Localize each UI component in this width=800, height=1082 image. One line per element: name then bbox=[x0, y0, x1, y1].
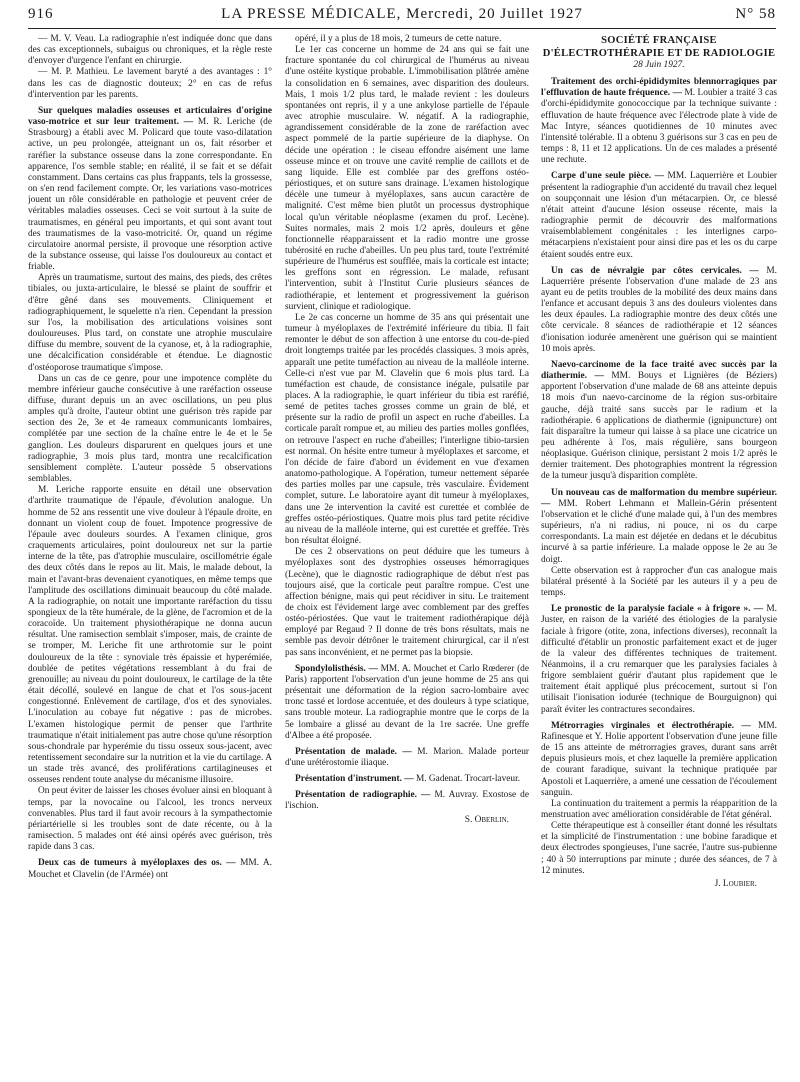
header-rule bbox=[28, 28, 776, 29]
article-title: Un nouveau cas de malformation du membre supérieur. — bbox=[541, 487, 777, 509]
article-title: Le pronostic de la paralysie faciale « à frigore ». — bbox=[551, 604, 767, 615]
article-title: Spondylolisthésis. — bbox=[295, 663, 381, 674]
signature: J. Loubier. bbox=[714, 878, 757, 889]
paragraph: Après un traumatisme, surtout des mains, des pieds, des crêtes tibiales, ou juxta-articulaire, le blessé se plaint de souffrir et d'être gêné dans ses mouvements. Cliniquement et radiographiquement, le squelette n'a rien. Cependant la pression sur l'os, la mobilisation des articulations voisines sont douloureuses. Plus tard, on constate une atrophie musculaire diffuse du membre, souvent de la cyanose, et, à la radiographie, une décalcification considérable et étendue. Le diagnostic d'ostéoporose traumatique s'impose. bbox=[28, 273, 272, 373]
section-title: D'ÉLECTROTHÉRAPIE ET DE RADIOLOGIE bbox=[542, 48, 776, 59]
journal-title: LA PRESSE MÉDICALE, Mercredi, 20 Juillet 1927 bbox=[221, 6, 583, 22]
article-heading-paragraph: Traitement des orchi-épididymites blennorragiques par l'effluvation de haute fréquence. — M. Loubier a traité 3 cas d'orchi-épididymite gonococcique par la technique suivante : effluvation de haute fréquence avec l'électrode plate à vide de Mac Intyre, séances quotidiennes de 10 minutes avec l'intensité tolérable. Il a obtenu 3 guérisons sur 3 cas en peu de temps : 8, 11 et 12 applications. Un de ces malades a présenté une rechute. bbox=[541, 77, 777, 166]
article-title: Métrorragies virginales et électrothérapie. — bbox=[551, 720, 759, 731]
article-heading-paragraph: Naevo-carcinome de la face traité avec succès par la diathermie. — MM. Bouys et Lignières (de Béziers) apportent l'observation d'une malade de 68 ans atteinte depuis 18 mois d'un naevo-carcinome de la région sus-orbitaire gauche, déjà traité sans succès par le radium et la radiothérapie. 6 applications de diathermie (ignipuncture) ont fait disparaître la tumeur qui laisse à sa place une cicatrice un peu adhérente à l'os, mais régulière, sans bourgeon néoplasique. Guérison clinique, persistant 2 mois 1/2 après le dernier traitement. Des photographies montrent la régression de la tumeur jusqu'à disparition complète. bbox=[541, 359, 777, 482]
issue-number: N° 58 bbox=[735, 6, 776, 22]
article-title: Sur quelques maladies osseuses et articulaires d'origine vaso-motrice et sur leur traitement. — bbox=[28, 105, 272, 128]
article-heading-paragraph: Sur quelques maladies osseuses et articulaires d'origine vaso-motrice et sur leur traitement. — M. R. Leriche (de Strasbourg) a établi avec M. Policard que toute vaso-dilatation active, un peu prolongée, atteignant un os, fait résorber et raréfier la substance osseuse dans la zone correspondante. En apparence, l'os semble stable; en réalité, il se fait et se défait constamment. Dans certains cas plus frappants, tels la grossesse, on s'en rend facilement compte. Or, les variations vaso-motrices jouent un rôle considérable en pathologie et peuvent créer de véritables maladies osseuses. Ceci se voit surtout à la suite de traumatismes, en général peu importants, et qui sont avant tout des traumatismes de la vaso-motricité. Or, quand un régime circulatoire anormal persiste, il provoque une résorption active de la substance osseuse, qui laisse l'os douloureux au contact et friable. bbox=[28, 105, 272, 273]
article-heading-paragraph: Carpe d'une seule pièce. — MM. Laquerrière et Loubier présentent la radiographie d'un accidenté du travail chez lequel on soupçonnait une lésion d'un métacarpien. Or, ce blessé n'était atteint d'aucune lésion osseuse récente, mais la radiographie permit de découvrir des malformations vraisemblablement congénitales : les interlignes carpo-métacarpiens n'existaient pour ainsi dire pas et les os du carpe étaient soudés entre eux. bbox=[541, 171, 777, 260]
paragraph: On peut éviter de laisser les choses évoluer ainsi en bloquant à temps, par la novocaïne ou l'alcool, les troncs nerveux convenables. Plus tard il faut avoir recours à la sympathectomie périartérielle si les troubles sont de date récente, ou à la ramisection. 5 malades ont été ainsi opérés avec guérison, très rapide dans 3 cas. bbox=[28, 786, 272, 853]
article-heading-paragraph: Présentation d'instrument. — M. Gadenat. Trocart-laveur. bbox=[295, 774, 521, 785]
article-heading-paragraph: Spondylolisthésis. — MM. A. Mouchet et Carlo Rœderer (de Paris) rapportent l'observation d'un jeune homme de 25 ans qui présentait une déformation de la région sacro-lombaire avec tronc tassé et lordose accentuée, et des douleurs à type sciatique, sans trouble moteur. La radiographie montre que le corps de la 5e lombaire a glissé au devant de la 1re sacrée. Une greffe d'Albee a été proposée. bbox=[285, 663, 529, 741]
paragraph: M. Leriche rapporte ensuite en détail une observation d'arthrite traumatique de l'épaule, d'évolution analogue. Un homme de 52 ans ressentit une vive douleur à l'épaule droite, en donnant un violent coup de fouet. Impotence progressive de l'épaule avec douleurs sourdes. A l'examen clinique, gros craquements articulaires, point douloureux net sur la partie interne de la tête, pas d'atrophie musculaire, oscillométrie égale des deux côtés dans le repos au lit. Mais, le malade debout, la main et l'avant-bras devenaient cyanotiques, en même temps que l'amplitude des oscillations diminuait beaucoup du côté malade. A la radiographie, on notait une importante raréfaction du tissu spongieux de la tête humérale, de la glène, de l'acromion et de la coracoïde. Un traitement physiothérapique ne donna aucun résultat. Une ramisection semblait s'imposer, mais, de crainte de se tromper, M. Leriche fit une arthrotomie sur le point douloureux de la tête : synoviale très épaissie et hyperémiée, doublée de petites végétations ressemblant à du frai de grenouille; au niveau du point douloureux, le cartilage de la tête était décollé, soulevé en langue de chat et l'os sous-jacent congestionné. Enlèvement de cartilage, d'os et des synoviales. L'inoculation au cobaye fut négative : pas de microbes. L'examen histologique permit de penser que l'arthrite traumatique n'était initialement pas autre chose qu'une résorption sous-chondrale par hyperémie du tissu osseux sous-jacent, avec retentissement secondaire sur la nutrition et la vie du cartilage. A un stade très avancé, des proliférations cartilagineuses et osseuses rendent toute analyse du mécanisme illusoire. bbox=[28, 485, 272, 786]
page-header bbox=[28, 6, 776, 28]
article-title: Naevo-carcinome de la face traité avec succès par la diathermie. — bbox=[541, 359, 777, 382]
article-heading-paragraph: Un cas de névralgie par côtes cervicales. — M. Laquerrière présente l'observation d'une malade de 23 ans ayant eu de petits troubles de la mobilité des deux mains dans l'enfance et accusant depuis 3 ans des douleurs violentes dans les deux épaules. La radiographie montre des deux côtés une côte cervicale. 8 séances de radiothérapie et 12 séances d'ionisation iodurée amenèrent une guérison qui se maintient 10 mois après. bbox=[541, 265, 777, 354]
column-middle bbox=[285, 34, 529, 1076]
article-heading-paragraph: Le pronostic de la paralysie faciale « à frigore ». — M. Juster, en raison de la variété des étiologies de la paralysie faciale à frigore (otite, zona, infections diverses), reconnaît la difficulté d'établir un pronostic parfaitement exact et de juger de la valeur des différentes techniques de traitement. Néanmoins, il a cru remarquer que les paralysies faciales à frigore semblaient guérir d'autant plus rapidement que le traitement était appliqué plus précocement, surtout si l'on utilisait l'ionisation iodurée (technique de Bourguignon) qui paraît éviter les contractures secondaires. bbox=[541, 604, 777, 715]
paragraph: — M. P. Mathieu. Le lavement baryté a des avantages : 1° dans les cas de diagnostic douteux; 2° en cas de refus d'intervention par les parents. bbox=[28, 67, 272, 100]
article-title: Présentation d'instrument. — bbox=[295, 774, 416, 785]
section-date: 28 Juin 1927. bbox=[633, 60, 685, 70]
paragraph: La continuation du traitement a permis la réapparition de la menstruation avec amélioration considérable de l'état général. bbox=[541, 798, 777, 820]
paragraph: opéré, il y a plus de 18 mois, 2 tumeurs de cette nature. bbox=[295, 34, 502, 44]
article-title: Présentation de malade. — bbox=[295, 746, 418, 757]
article-heading-paragraph: Deux cas de tumeurs à myéloplaxes des os. — MM. A. Mouchet et Clavelin (de l'Armée) ont bbox=[28, 858, 272, 880]
paragraph: — M. V. Veau. La radiographie n'est indiquée donc que dans des cas exceptionnels, subaigus ou chroniques, et la règle reste d'envoyer d'urgence l'enfant en chirurgie. bbox=[28, 34, 272, 67]
page-number: 916 bbox=[28, 6, 54, 22]
article-title: Un cas de névralgie par côtes cervicales. — bbox=[551, 265, 767, 276]
section-title: SOCIÉTÉ FRANÇAISE bbox=[601, 35, 717, 46]
paragraph: Le 1er cas concerne un homme de 24 ans qui se fait une fracture spontanée du col chirurgical de l'humérus au niveau d'une ostéite kystique probable. L'immobilisation plâtrée amène la consolidation en 6 semaines, avec disparition des douleurs. Mais, 1 mois 1/2 plus tard, le malade revient : les douleurs spontanées ont repris, il y a une ankylose partielle de l'épaule avec atrophie musculaire. W. négatif. A la radiographie, agrandissement considérable de la zone de raréfaction avec aspect pommelé de la partie supérieure de la diaphyse. On décide une opération : le ciseau effondre aisément une lame osseuse mince et on trouve une cavité remplie de caillots et de sang liquide. Elle est comblée par des greffons ostéo-périostiques, et on suture sans drainage. L'examen histologique décèle une tumeur à myéloplaxes, sans aucun caractère de malignité. C'est même bien plutôt un processus dystrophique local qu'un véritable néoplasme (examen du prof. Lecène). Suites normales, mais 2 mois 1/2 après, douleurs et gêne fonctionnelle réapparaissent et la radio montre une grosse tubérosité en ruche d'abeilles. Un peu plus tard, toute l'extrémité supérieure de l'humérus est soufflée, mais la corticale est intacte; les greffons sont en régression. Le malade, refusant l'intervention, subit à l'Institut Curie plusieurs séances de radiothérapie, et lentement et progressivement la guérison survient, clinique et radiologique. bbox=[285, 45, 529, 312]
column-right bbox=[541, 34, 777, 1076]
article-heading-paragraph: Métrorragies virginales et électrothérapie. — MM. Rafinesque et Y. Holie apportent l'observation d'une jeune fille de 15 ans atteinte de métrorragies graves, durant sans arrêt depuis plusieurs mois, et chez laquelle la première application de courant faradique, suivant la technique pratiquée par Apostoli et Laquerrière, a amené une cessation de l'écoulement sanguin. bbox=[541, 720, 777, 798]
paragraph: Cette thérapeutique est à conseiller étant donné les résultats et la simplicité de l'instrumentation : une bobine faradique et deux électrodes spongieuses, l'une sacrée, l'autre sus-pubienne ; 40 à 50 interruptions par minute ; durée des séances, de 7 à 12 minutes. bbox=[541, 821, 777, 876]
paragraph: De ces 2 observations on peut déduire que les tumeurs à myéloplaxes sont des dystrophies osseuses hémorragiques (Lecène), que le diagnostic radiographique de début n'est pas toujours aisé, que la corticale peut paraître rompue. C'est une affection bénigne, mais qui peut récidiver in situ. Le traitement de choix est l'évidement large avec comblement par des greffes ostéo-périostées. Que vaut le traitement radiothérapique déjà employé par Regaud ? Il donne de très bons résultats, mais ne semble pas devoir détrôner le traitement chirurgical, car il n'est pas sans inconvénient, et ne permet pas la biopsie. bbox=[285, 547, 529, 658]
paragraph: Cette observation est à rapprocher d'un cas analogue mais bilatéral présenté à la Société par les auteurs il y a peu de temps. bbox=[541, 565, 777, 599]
article-title: Traitement des orchi-épididymites blennorragiques par l'effluvation de haute fréquence. — bbox=[541, 77, 777, 99]
article-title: Deux cas de tumeurs à myéloplaxes des os. — bbox=[38, 858, 241, 869]
article-title: Présentation de radiographie. — bbox=[295, 790, 435, 801]
article-heading-paragraph: Un nouveau cas de malformation du membre supérieur. — MM. Robert Lehmann et Mallein-Gérin présentent l'observation et le cliché d'une malade qui, à l'un des membres supérieurs, n'a ni radius, ni pouce, ni os du carpe correspondants. La main est déjetée en dedans et le décubitus incurvé à sa partie inférieure. La malade oppose le 2e au 3e doigt. bbox=[541, 487, 777, 565]
paragraph: Le 2e cas concerne un homme de 35 ans qui présentait une tumeur à myéloplaxes de l'extrémité inférieure du tibia. Il fait remonter le début de son affection à une entorse du cou-de-pied droit longtemps traitée par les procédés classiques. 3 mois après, apparaît une petite tuméfaction au niveau de la malléole interne. Celle-ci n'est vue par M. Clavelin que 6 mois plus tard. La tuméfaction est chaude, de consistance inégale, pulsatile par places. A la radiographie, le quart inférieur du tibia est raréfié, semé de petites taches grosses comme un grain de blé, et présente sur la radio de profil un aspect en ruche d'abeilles. La corticale paraît rompue et, au milieu des parties molles gonflées, on retrouve l'aspect en ruche d'abeilles; l'interligne tibio-tarsien est normal. On hésite entre tumeur à myéloplaxes et sarcome, et l'on décide de faire d'abord un évidement en vue d'examen anatomo-pathologique. A l'opération, tumeur nettement séparée des parties molles par une capsule, très vasculaire. Évidement complet, suture. Le laboratoire ayant dit tumeur à myéloplaxes, dans une 2e intervention la cavité est curettée et comblée de greffes ostéo-périostiques. Quatre mois plus tard petite récidive au niveau de la malléole interne, qui est curettée et greffée. Très bon résultat éloigné. bbox=[285, 312, 529, 547]
column-left bbox=[28, 34, 272, 1076]
article-heading-paragraph: Présentation de radiographie. — M. Auvray. Exostose de l'ischion. bbox=[285, 790, 529, 812]
paragraph: Dans un cas de ce genre, pour une impotence complète du membre inférieur gauche consécutive à une raréfaction osseuse diffuse, durant depuis un an avec oscillations, un peu plus amples qu'à droite, l'auteur obtint une guérison très rapide par section des 2e, 3e et 4e rameaux communicants lombaires, complétée par une section de la chaîne entre le 4e et le 5e ganglion. Les douleurs disparurent en quelques jours et une radiographie, 3 mois plus tard, montra une recalcification sensiblement complète. L'auteur possède 5 observations semblables. bbox=[28, 373, 272, 485]
signature: S. Oberlin. bbox=[464, 814, 509, 825]
article-heading-paragraph: Présentation de malade. — M. Marion. Malade porteur d'une urétérostomie iliaque. bbox=[285, 746, 529, 768]
article-title: Carpe d'une seule pièce. — bbox=[551, 171, 668, 182]
